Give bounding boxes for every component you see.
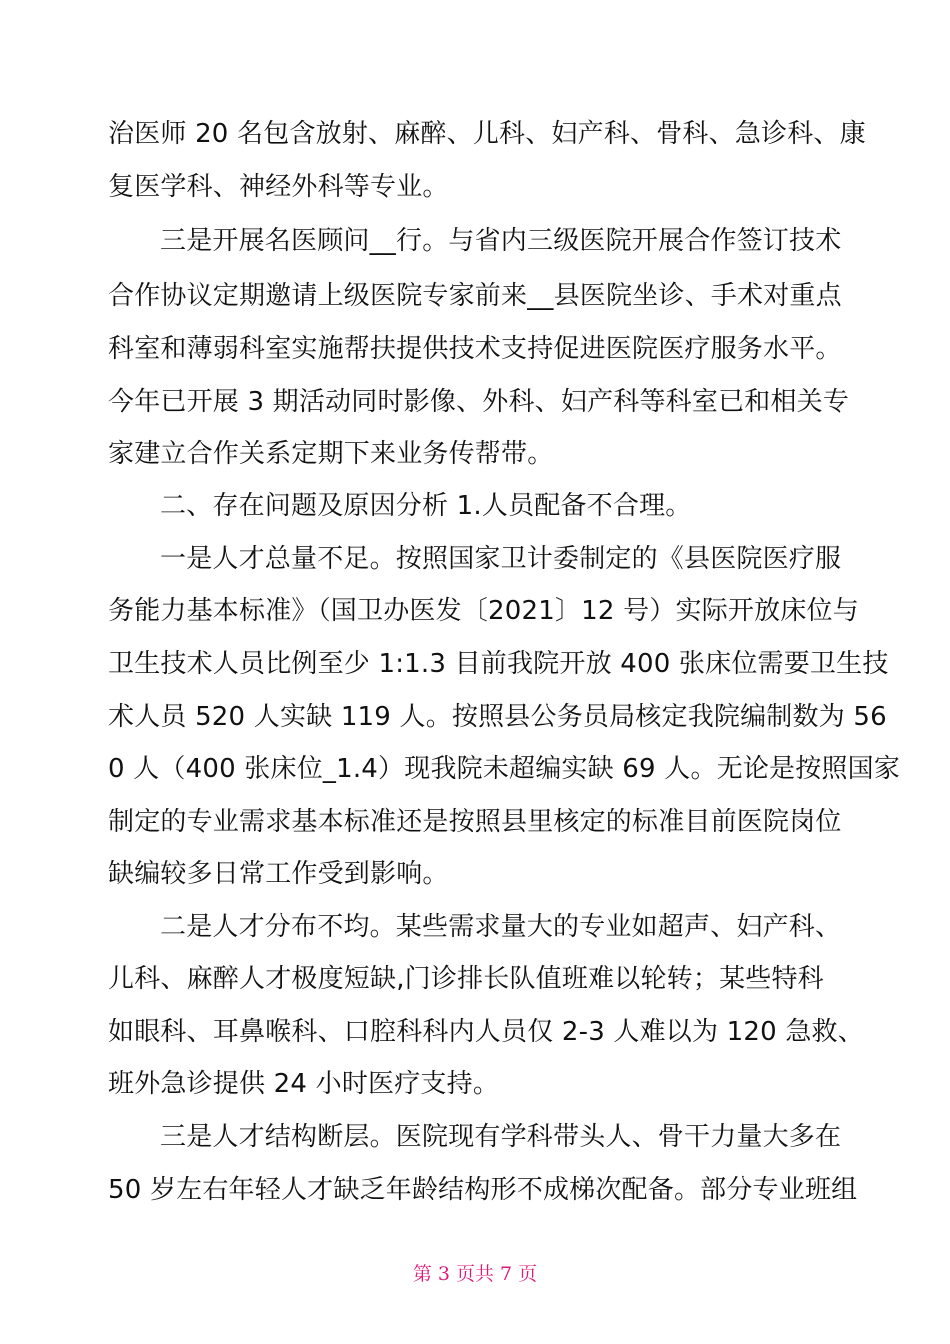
text-line: 家建立合作关系定期下来业务传帮带。 — [108, 439, 554, 469]
text-line: 50 岁左右年轻人才缺乏年龄结构形不成梯次配备。部分专业班组 — [108, 1175, 858, 1205]
text-line: 科室和薄弱科室实施帮扶提供技术支持促进医院医疗服务水平。 — [108, 334, 842, 364]
text-line: 班外急诊提供 24 小时医疗支持。 — [108, 1069, 500, 1099]
text-line: 如眼科、耳鼻喉科、口腔科科内人员仅 2-3 人难以为 120 急救、 — [108, 1017, 864, 1047]
text-line: 卫生技术人员比例至少 1:1.3 目前我院开放 400 张床位需要卫生技 — [108, 649, 889, 679]
text-line: 制定的专业需求基本标准还是按照县里核定的标准目前医院岗位 — [108, 807, 842, 837]
text-line: 儿科、麻醉人才极度短缺,门诊排长队值班难以轮转；某些特科 — [108, 964, 824, 994]
text-line: 今年已开展 3 期活动同时影像、外科、妇产科等科室已和相关专 — [108, 387, 850, 417]
text-line: 务能力基本标准》（国卫办医发〔2021〕12 号）实际开放床位与 — [108, 596, 859, 626]
text-line: 治医师 20 名包含放射、麻醉、儿科、妇产科、骨科、急诊科、康 — [108, 119, 866, 149]
text-line: 复医学科、神经外科等专业。 — [108, 172, 449, 202]
text-line: 二、存在问题及原因分析 1.人员配备不合理。 — [160, 491, 692, 521]
text-line: 缺编较多日常工作受到影响。 — [108, 859, 449, 889]
text-line: 三是人才结构断层。医院现有学科带头人、骨干力量大多在 — [160, 1122, 842, 1152]
text-line: 三是开展名医顾问__行。与省内三级医院开展合作签订技术 — [160, 226, 842, 256]
page-number-footer: 第 3 页共 7 页 — [412, 1263, 538, 1285]
text-line: 0 人（400 张床位_1.4）现我院未超编实缺 69 人。无论是按照国家 — [108, 754, 901, 784]
text-line: 二是人才分布不均。某些需求量大的专业如超声、妇产科、 — [160, 912, 842, 942]
text-line: 术人员 520 人实缺 119 人。按照县公务员局核定我院编制数为 56 — [108, 702, 887, 732]
text-line: 一是人才总量不足。按照国家卫计委制定的《县医院医疗服 — [160, 544, 842, 574]
text-line: 合作协议定期邀请上级医院专家前来__县医院坐诊、手术对重点 — [108, 281, 842, 311]
